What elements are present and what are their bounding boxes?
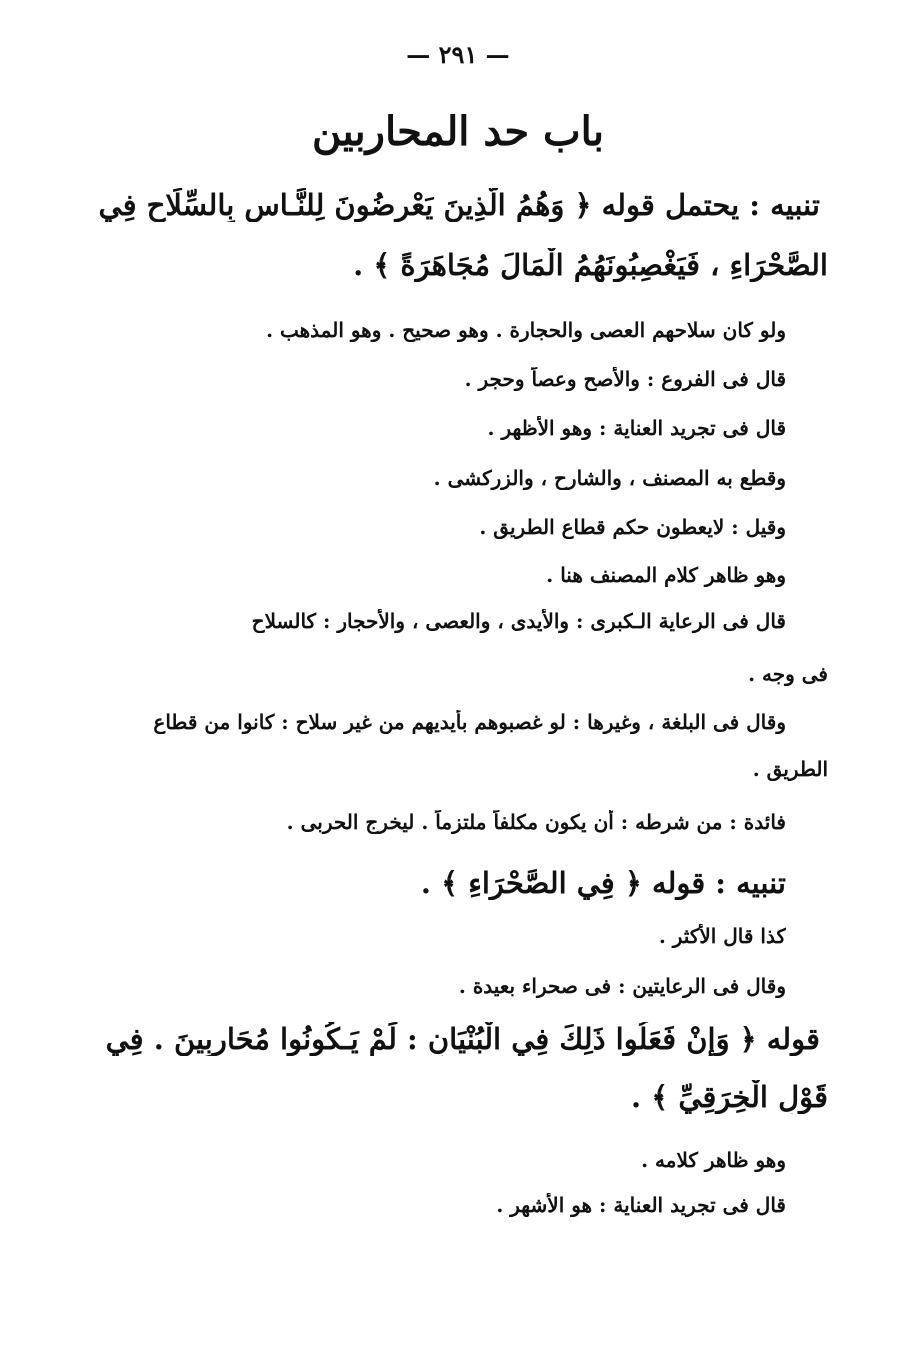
text-line — [106, 367, 786, 391]
line-text: قَوْلِ الْخِرَقِيِّ ﴾ . — [631, 1080, 828, 1114]
note-label: تنبيه — [736, 866, 786, 900]
line-text: كذا قال الأكثر . — [658, 924, 786, 948]
line-text: قال فى الرعاية الـكبرى : والأيدى ، والعصى ، والأحجار : كالسلاح — [251, 609, 786, 633]
line-text: قال فى الفروع : والأصح وعصاً وحجر . — [464, 367, 786, 391]
line-text: : قوله ﴿ فِي الصَّحْرَاءِ ﴾ . — [420, 866, 727, 900]
text-line — [80, 1022, 820, 1056]
text-line — [88, 1080, 828, 1114]
line-text: قال فى تجريد العناية : هو الأشهر . — [496, 1193, 786, 1217]
text-line — [106, 416, 786, 440]
line-text: وقيل : لايعطون حكم قطاع الطريق . — [479, 515, 786, 539]
line-text: قال فى تجريد العناية : وهو الأظهر . — [487, 416, 786, 440]
line-text: فى وجه . — [748, 662, 828, 686]
line-text: الطريق . — [752, 757, 828, 781]
benefit-label: فائدة — [743, 810, 786, 834]
line-text: قوله ﴿ وَإِنْ فَعَلُوا ذَلِكَ فِي الْبُنْيَانِ : لَمْ يَـكُونُوا مُحَارِبِينَ . فِي — [105, 1022, 820, 1056]
text-line — [106, 466, 786, 490]
text-line — [86, 710, 786, 734]
chapter-title: باب حد المحاربين — [312, 108, 604, 155]
text-line — [106, 515, 786, 539]
line-text: وهو ظاهر كلام المصنف هنا . — [546, 563, 786, 587]
text-line — [106, 924, 786, 948]
text-line — [88, 248, 828, 282]
page-number: — ٢٩١ — — [406, 40, 510, 69]
line-text: : يحتمل قوله ﴿ وَهُمُ الَّذِينَ يَعْرِضُونَ لِلنَّـاسِ بِالسِّلَاحِ فِي — [98, 188, 761, 222]
note-label: تنبيه — [770, 188, 820, 222]
line-text: : من شرطه : أن يكون مكلفاً ملتزماً . ليخرج الحربى . — [286, 810, 737, 834]
text-line — [106, 810, 786, 834]
text-line — [106, 866, 786, 900]
text-line — [80, 188, 820, 222]
text-line — [106, 563, 786, 587]
text-line — [106, 1148, 786, 1172]
text-line — [86, 609, 786, 633]
line-text: الصَّحْرَاءِ ، فَيَغْصِبُونَهُمُ الْمَالَ مُجَاهَرَةً ﴾ . — [353, 248, 828, 282]
text-line — [106, 1193, 786, 1217]
line-text: وقال فى الرعايتين : فى صحراء بعيدة . — [458, 974, 786, 998]
text-line — [106, 974, 786, 998]
text-line — [106, 318, 786, 342]
text-line — [128, 662, 828, 686]
line-text: وهو ظاهر كلامه . — [641, 1148, 786, 1172]
line-text: وقطع به المصنف ، والشارح ، والزركشى . — [433, 466, 786, 490]
text-line — [128, 757, 828, 781]
line-text: ولو كان سلاحهم العصى والحجارة . وهو صحيح . وهو المذهب . — [266, 318, 786, 342]
line-text: وقال فى البلغة ، وغيرها : لو غصبوهم بأيديهم من غير سلاح : كانوا من قطاع — [153, 710, 786, 734]
